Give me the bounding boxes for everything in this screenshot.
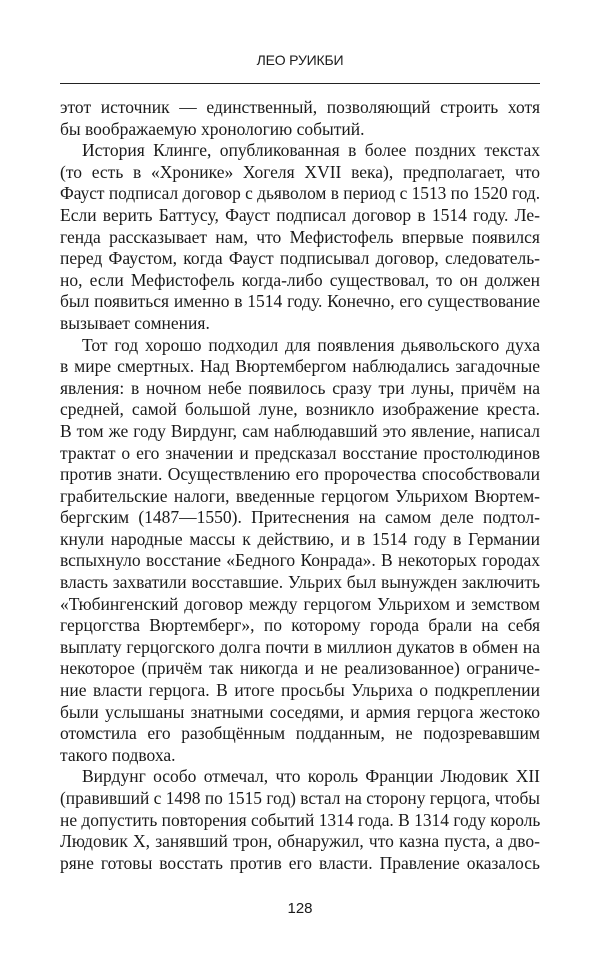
text-line: В том же году Вирдунг, сам наблюдавший это явление, написал [60,420,540,441]
text-line: вызывает сомнения. [60,312,210,333]
text-line: такого подвоха. [60,744,176,765]
text-line: в мире смертных. Над Вюртембергом наблюдались загадочные [60,356,540,377]
text-line: бы воображаемую хронологию событий. [60,118,365,139]
text-line: бергским (1487—1550). Притеснения на самом деле подтол- [60,507,540,528]
text-line: Людовик X, занявший трон, обнаружил, что казна пуста, а дво- [60,831,540,852]
text-line: ние власти герцога. В итоге просьбы Ульриха о подкреплении [60,680,540,701]
text-line: был появиться именно в 1514 году. Конечно, его существование [60,291,540,312]
text-line: средней, самой большой луне, возникло изображение креста. [60,399,540,420]
page-number: 128 [287,900,313,917]
text-line: кнули народные массы к действию, и в 1514 году в Германии [60,528,540,549]
text-line: но, если Мефистофель когда-либо существовал, то он должен [60,269,540,290]
text-line: трактат о его значении и предсказал восстание простолюдинов [60,442,540,463]
text-line: не допустить повторения событий 1314 года. В 1314 году король [60,809,541,830]
text-line: генда рассказывает нам, что Мефистофель впервые появился [60,226,540,247]
paragraph [60,97,540,140]
paragraph [60,335,540,767]
text-line: (правивший с 1498 по 1515 год) встал на сторону герцога, чтобы [60,788,540,808]
text-line: против знати. Осуществлению его пророчества способствовали [60,464,540,485]
paragraph [60,140,540,334]
text-line: вспыхнуло восстание «Бедного Конрада». В некоторых городах [60,550,540,571]
text-line: некоторое (причём так никогда и не реализованное) ограниче- [60,658,540,679]
text-line: «Тюбингенский договор между герцогом Ульрихом и земством [60,593,540,614]
text-line: Если верить Баттусу, Фауст подписал договор в 1514 году. Ле- [60,204,540,225]
body-text [60,97,540,874]
text-line: отомстила его разобщённым подданным, не подозревавшим [60,723,540,744]
text-line: ряне готовы восстать против его власти. Правление оказалось [60,852,540,873]
text-line: Тот год хорошо подходил для появления дьявольского духа [82,334,540,355]
text-line: были услышаны знатными соседями, и армия герцога жестоко [60,701,540,722]
running-header: ЛЕО РУИКБИ [256,52,344,68]
header-rule [60,83,540,84]
text-line: (то есть в «Хронике» Хогеля XVII века), предполагает, что [60,161,540,182]
text-line: власть захватили восставшие. Ульрих был вынужден заключить [60,572,540,593]
text-line: Вирдунг особо отмечал, что король Франции Людовик XII [82,766,540,787]
text-line: выплату герцогского долга почти в миллион дукатов в обмен на [60,636,540,657]
text-line: перед Фаустом, когда Фауст подписывал договор, следователь- [60,248,540,269]
text-line: Фауст подписал договор с дьяволом в период с 1513 по 1520 год. [60,183,541,204]
text-line: этот источник — единственный, позволяющий строить хотя [60,97,540,117]
text-line: История Клинге, опубликованная в более поздних текстах [82,140,540,161]
paragraph [60,766,540,874]
text-line: явления: в ночном небе появилось сразу три луны, причём на [60,377,540,398]
text-line: грабительские налоги, введенные герцогом Ульрихом Вюртем- [60,485,540,506]
text-line: герцогства Вюртемберг», по которому города брали на себя [60,615,540,636]
